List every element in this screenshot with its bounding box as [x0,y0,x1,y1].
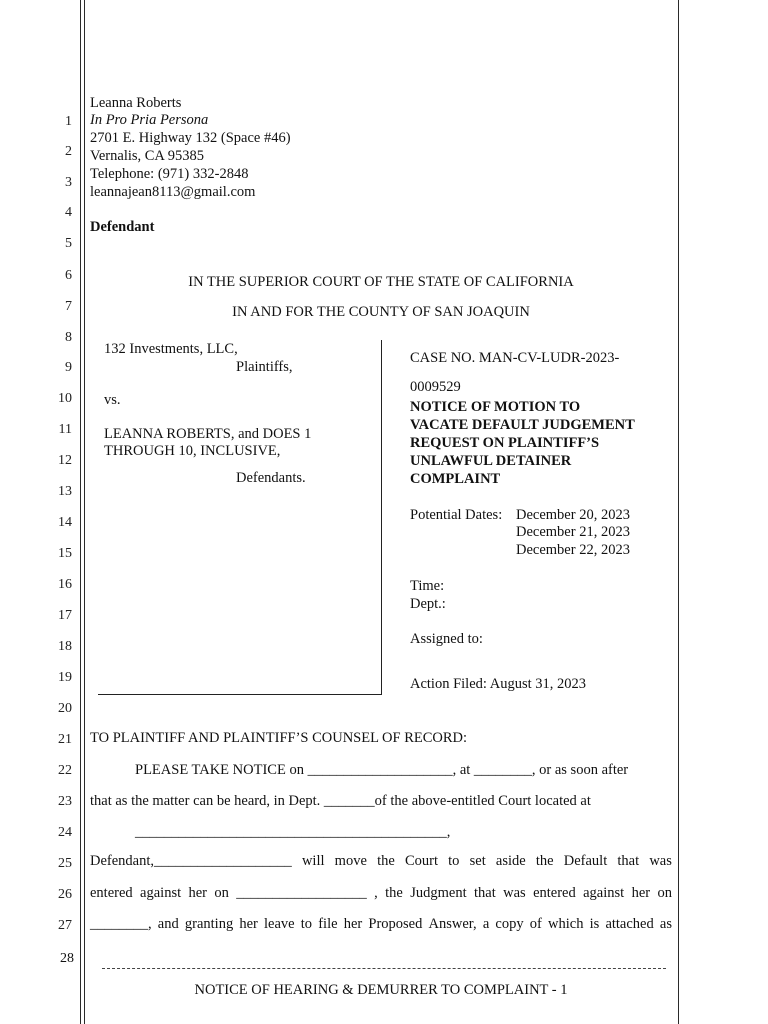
body-word: a [482,916,490,932]
party-telephone: Telephone: (971) 332-2848 [90,166,249,182]
body-word: her [343,916,363,932]
court-name-line2: IN AND FOR THE COUNTY OF SAN JOAQUIN [232,304,530,320]
document-title-line1: NOTICE OF MOTION TO [410,399,581,415]
body-word: set [469,853,486,869]
body-word: , [374,885,378,901]
court-name-line1: IN THE SUPERIOR COURT OF THE STATE OF CALIFORNIA [188,274,574,290]
body-word: is [589,916,600,932]
line-number: 3 [65,175,72,190]
line-number: 18 [58,639,72,654]
body-word: granting [184,916,234,932]
case-number-line2: 0009529 [410,379,461,395]
time-label: Time: [410,578,445,594]
line-number: 17 [58,608,72,623]
body-word: her [631,885,651,901]
body-word: Proposed [368,916,423,932]
body-word: ________, [90,916,152,932]
plaintiff-role: Plaintiffs, [236,359,293,375]
body-word: as [659,916,672,932]
line-number: 2 [65,144,72,159]
body-word: Default [563,853,608,869]
body-line-26 [90,885,672,902]
line-number: 5 [65,236,72,251]
body-word: Defendant,___________________ [90,853,292,869]
body-word: to [300,916,313,932]
body-word: Judgment [410,885,467,901]
body-word: will [301,853,325,869]
body-word: was [503,885,526,901]
line-number: 8 [65,330,72,345]
defendant-name-line1: LEANNA ROBERTS, and DOES 1 [104,426,312,442]
line-number: 16 [58,577,72,592]
line-number: 10 [58,391,72,406]
line-number: 23 [58,794,72,809]
body-word: Court [404,853,438,869]
body-word: her [239,916,258,932]
body-word: copy [495,916,524,932]
body-word: her [188,885,208,901]
line-number: 26 [58,887,72,902]
body-word: move [334,853,367,869]
footer-title: NOTICE OF HEARING & DEMURRER TO COMPLAINT - 1 [194,982,568,998]
defendant-name-line2: THROUGH 10, INCLUSIVE, [104,443,281,459]
body-word: was [649,853,672,869]
case-number-line1: CASE NO. MAN-CV-LUDR-2023- [410,350,620,366]
line-number-partial: 28 [60,951,74,966]
line-number: 13 [58,484,72,499]
line-number: 9 [65,360,72,375]
line-number: 25 [58,856,72,871]
body-word: that [617,853,640,869]
document-title-line5: COMPLAINT [410,471,501,487]
line-number: 20 [58,701,72,716]
right-margin-rule [678,0,679,1024]
document-title-line3: REQUEST ON PLAINTIFF’S [410,435,600,451]
versus-label: vs. [104,392,121,408]
notice-salutation: TO PLAINTIFF AND PLAINTIFF’S COUNSEL OF RECORD: [90,730,468,746]
body-line-24: ___________________________________________, [135,824,451,840]
body-word: __________________ [236,885,367,901]
body-line-23: that as the matter can be heard, in Dept. _______of the above-entitled Court located at [90,793,591,809]
body-word: which [548,916,584,932]
plaintiff-name: 132 Investments, LLC, [104,341,238,357]
body-word: the [385,885,403,901]
party-address-line1: 2701 E. Highway 132 (Space #46) [90,130,291,146]
body-word: leave [264,916,295,932]
party-role: Defendant [90,219,155,235]
line-number: 12 [58,453,72,468]
body-word: that [474,885,496,901]
body-word: file [318,916,338,932]
body-word: the [535,853,554,869]
line-number: 22 [58,763,72,778]
potential-dates-label: Potential Dates: [410,507,503,523]
caption-underline [98,694,382,695]
line-number: 15 [58,546,72,561]
line-number: 7 [65,299,72,314]
party-status: In Pro Pria Persona [90,112,209,128]
body-word: on [657,885,672,901]
body-line-22: PLEASE TAKE NOTICE on ____________________, at ________, or as soon after [135,762,629,778]
body-word: attached [605,916,654,932]
line-number: 19 [58,670,72,685]
line-number: 6 [65,268,72,283]
document-title-line2: VACATE DEFAULT JUDGEMENT [410,417,635,433]
party-address-line2: Vernalis, CA 95385 [90,148,204,164]
caption-divider [381,340,382,694]
action-filed: Action Filed: August 31, 2023 [410,676,587,692]
document-title-line4: UNLAWFUL DETAINER [410,453,572,469]
body-word: entered [90,885,133,901]
body-word: on [214,885,229,901]
potential-date-3: December 22, 2023 [516,542,630,558]
potential-date-1: December 20, 2023 [516,507,630,523]
defendant-role: Defendants. [236,470,306,486]
body-word: and [157,916,179,932]
body-word: against [140,885,182,901]
party-email: leannajean8113@gmail.com [90,184,256,200]
line-number: 1 [65,114,72,129]
body-word: to [448,853,460,869]
body-word: of [529,916,542,932]
line-number: 27 [58,918,72,933]
body-line-25 [90,853,672,870]
dept-label: Dept.: [410,596,446,612]
line-number: 4 [65,205,72,220]
party-name: Leanna Roberts [90,95,182,111]
line-number: 24 [58,825,72,840]
line-number: 14 [58,515,72,530]
footer-rule [102,968,666,969]
line-number: 21 [58,732,72,747]
body-word: Answer, [428,916,477,932]
line-number: 11 [58,422,72,437]
assigned-to-label: Assigned to: [410,631,483,647]
body-word: entered [533,885,576,901]
body-word: against [583,885,625,901]
body-line-27 [90,916,672,933]
left-margin-rule [80,0,81,1024]
potential-date-2: December 21, 2023 [516,524,630,540]
body-word: aside [495,853,526,869]
body-word: the [377,853,395,869]
left-margin-rule-inner [84,0,85,1024]
